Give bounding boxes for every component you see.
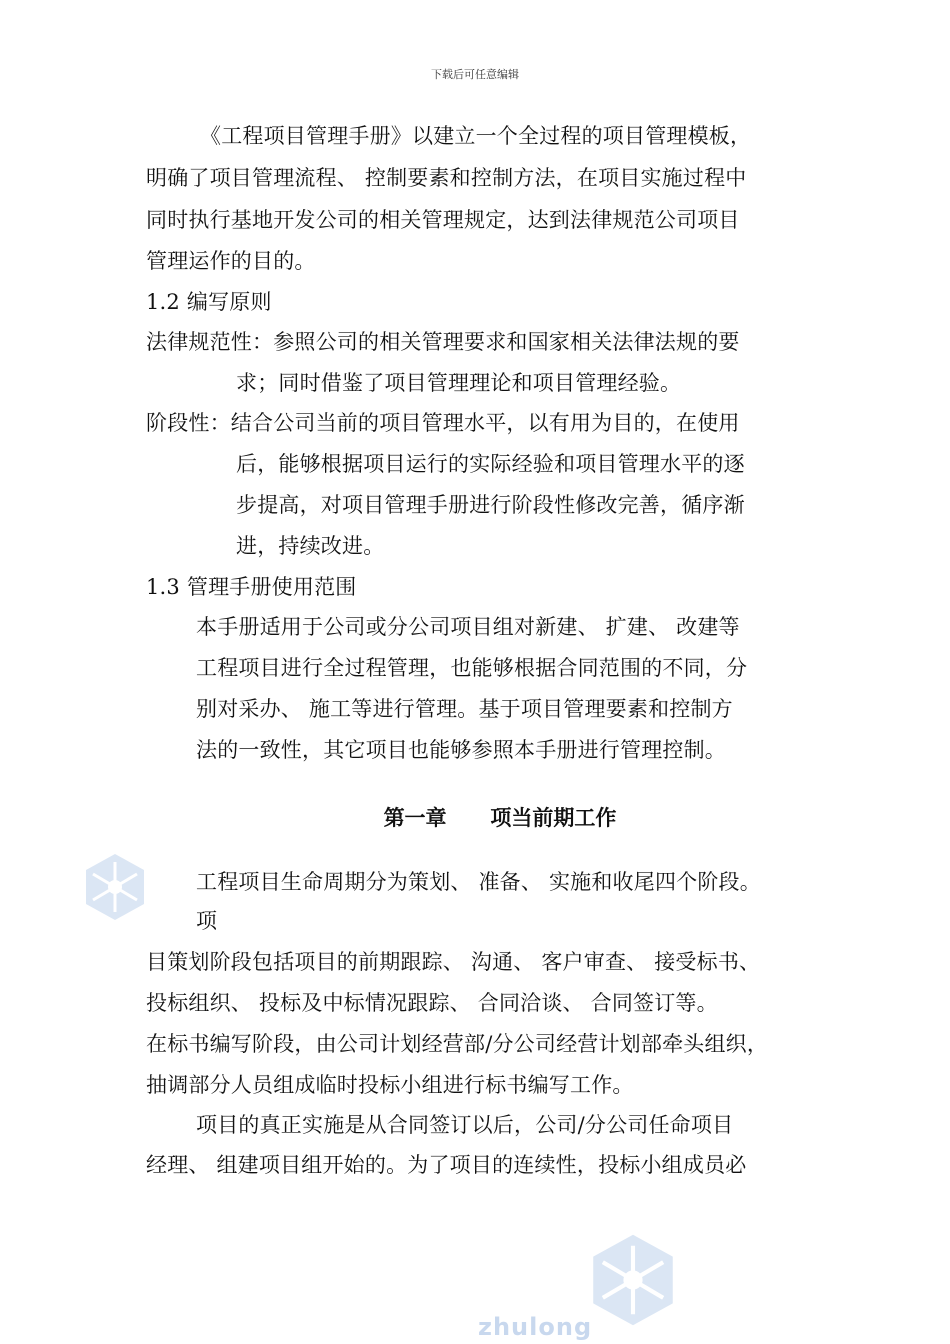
stage-line-2: 后，能够根据项目运行的实际经验和项目管理水平的逐	[236, 452, 745, 476]
stage-line-3: 步提高，对项目管理手册进行阶段性修改完善，循序渐	[236, 493, 745, 517]
lifecycle-line-6: 抽调部分人员组成临时投标小组进行标书编写工作。	[146, 1073, 634, 1097]
lifecycle-line-2: 项	[196, 909, 218, 933]
chapter-heading: 第一章 项当前期工作	[383, 806, 617, 830]
page-header: 下载后可任意编辑	[431, 68, 519, 81]
intro-line-4: 管理运作的目的。	[146, 249, 316, 273]
intro-line-1: 《工程项目管理手册》以建立一个全过程的项目管理模板，	[200, 124, 752, 148]
scope-line-4: 法的一致性，其它项目也能够参照本手册进行管理控制。	[196, 738, 726, 762]
lifecycle-line-1: 工程项目生命周期分为策划、 准备、 实施和收尾四个阶段。	[196, 870, 761, 894]
watermark-text: zhulong	[478, 1313, 593, 1341]
watermark-snowflake-icon	[80, 852, 150, 922]
section-1-2-title: 1.2 编写原则	[146, 290, 272, 314]
implementation-line-1: 项目的真正实施是从合同签订以后，公司/分公司任命项目	[196, 1113, 734, 1137]
scope-line-1: 本手册适用于公司或分公司项目组对新建、 扩建、 改建等	[196, 615, 740, 639]
section-1-3-title: 1.3 管理手册使用范围	[146, 575, 357, 599]
scope-line-2: 工程项目进行全过程管理，也能够根据合同范围的不同，分	[196, 656, 748, 680]
implementation-line-2: 经理、 组建项目组开始的。为了项目的连续性，投标小组成员必	[146, 1153, 747, 1177]
legal-line-2: 求；同时借鉴了项目管理理论和项目管理经验。	[236, 371, 682, 395]
lifecycle-line-5: 在标书编写阶段，由公司计划经营部/分公司经营计划部牵头组织，	[146, 1032, 769, 1056]
watermark-logo-icon	[585, 1232, 681, 1328]
lifecycle-line-3: 目策划阶段包括项目的前期跟踪、 沟通、 客户审查、 接受标书、	[146, 950, 761, 974]
stage-line-1: 阶段性：结合公司当前的项目管理水平，以有用为目的，在使用	[146, 411, 740, 435]
scope-line-3: 别对采办、 施工等进行管理。基于项目管理要素和控制方	[196, 697, 733, 721]
intro-line-2: 明确了项目管理流程、 控制要素和控制方法，在项目实施过程中	[146, 166, 747, 190]
intro-line-3: 同时执行基地开发公司的相关管理规定，达到法律规范公司项目	[146, 208, 740, 232]
stage-line-4: 进，持续改进。	[236, 534, 385, 558]
legal-line-1: 法律规范性：参照公司的相关管理要求和国家相关法律法规的要	[146, 330, 740, 354]
lifecycle-line-4: 投标组织、 投标及中标情况跟踪、 合同洽谈、 合同签订等。	[146, 991, 718, 1015]
